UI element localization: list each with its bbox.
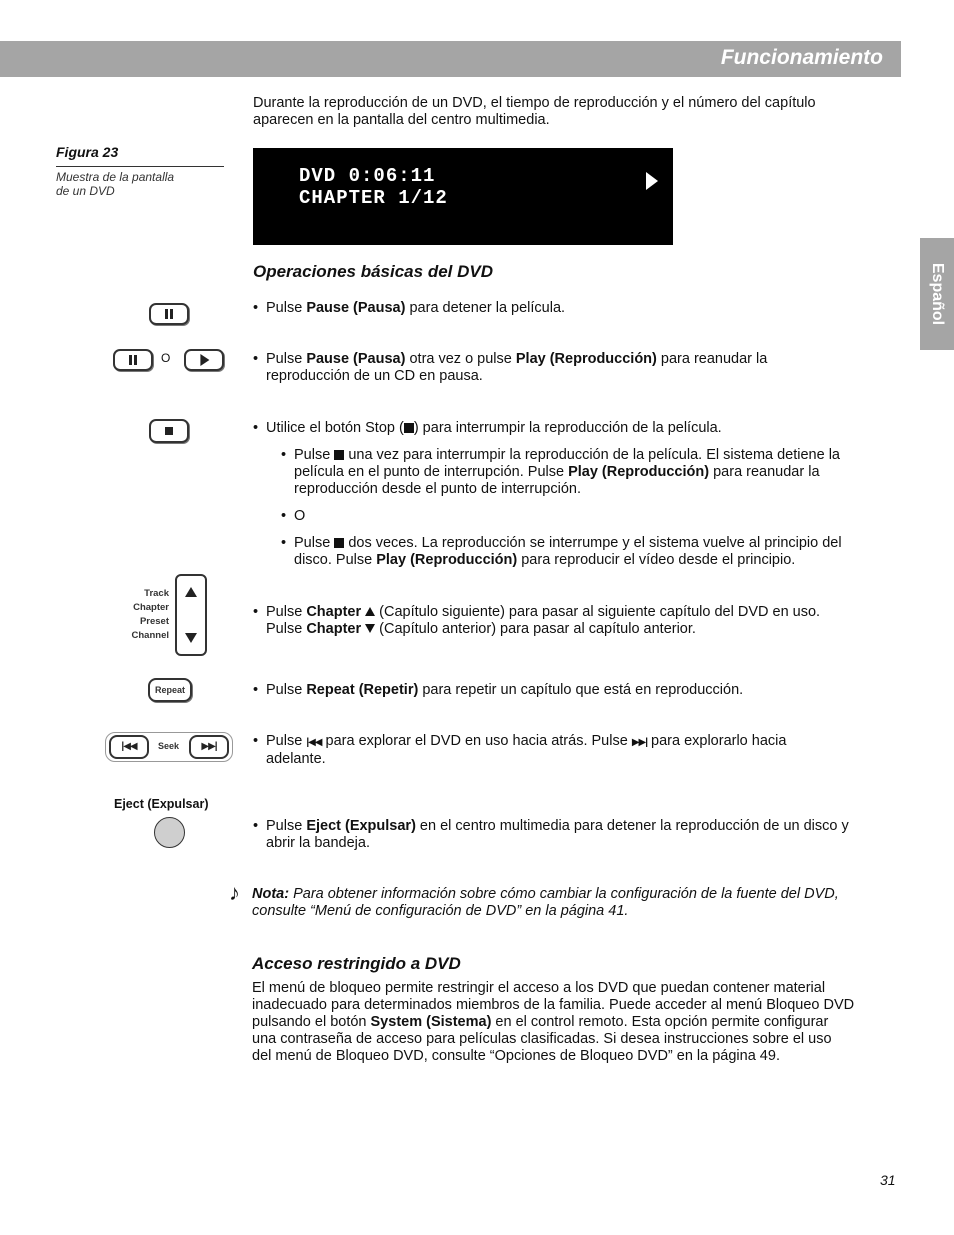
section-heading-basic-ops: Operaciones básicas del DVD (253, 262, 493, 281)
figure-divider (56, 166, 224, 167)
play-button-icon (184, 349, 224, 371)
chapter-down-icon (185, 633, 197, 643)
seek-back-inline-icon: |◀◀ (306, 737, 322, 748)
language-tab (920, 238, 954, 350)
figure-caption: Muestra de la pantalla de un DVD (56, 170, 175, 198)
figure-label: Figura 23 (56, 144, 119, 160)
up-arrow-icon (365, 607, 375, 616)
chapter-rocker-labels: Track Chapter Preset Channel (131, 588, 169, 641)
seek-forward-inline-icon: ▶▶| (631, 737, 647, 748)
chapter-up-icon (185, 587, 197, 597)
eject-button-icon (154, 817, 185, 848)
seek-buttons-icon (105, 732, 233, 762)
pause-button-icon (113, 349, 153, 371)
stop-icon (334, 450, 344, 460)
dvd-display-screen (253, 148, 673, 245)
stop-icon (404, 423, 414, 433)
stop-button-icon (149, 419, 189, 443)
seek-label: Seek (158, 741, 180, 751)
eject-label: Eject (Expulsar) (114, 797, 209, 811)
music-note-icon: ♪ (229, 880, 240, 905)
repeat-button-icon: Repeat (148, 678, 192, 702)
down-arrow-icon (365, 624, 375, 633)
seek-back-icon: |◀◀ (109, 735, 149, 759)
seek-forward-icon: ▶▶| (189, 735, 229, 759)
intro-paragraph: Durante la reproducción de un DVD, el tiempo de reproducción y el número del capítulo aparecen en la pantalla del centro multimedia. (253, 95, 816, 128)
page-title: Funcionamiento (720, 46, 883, 69)
page-number: 31 (880, 1172, 896, 1188)
language-tab-label: Español (929, 262, 946, 326)
pause-button-icon (149, 303, 189, 325)
stop-icon (334, 538, 344, 548)
note-paragraph: Nota: Para obtener información sobre cómo cambiar la configuración de la fuente del DVD, consulte “Menú de configuración de DVD” en la página 41. (252, 886, 839, 919)
chapter-rocker-icon (175, 574, 207, 656)
section-heading-restricted: Acceso restringido a DVD (252, 954, 461, 973)
header-bar (0, 41, 901, 77)
restricted-paragraph: El menú de bloqueo permite restringir el acceso a los DVD que puedan contener material inadecuado para determinados miembros de la familia. Puede acceder al menú Bloqueo DVD pulsando el botón System (Sistema) en el control remoto. Esta opción permite configurar una contraseña de acceso para películas clasificadas. Si desea instrucciones sobre el uso del menú de Bloqueo DVD, consulte “Opciones de Bloqueo DVD” en la página 49. (252, 980, 855, 1064)
display-line-chapter: CHAPTER 1/12 (299, 187, 448, 209)
display-line-time: DVD 0:06:11 (299, 165, 436, 187)
or-label: O (161, 351, 171, 365)
play-indicator-icon (646, 172, 658, 190)
